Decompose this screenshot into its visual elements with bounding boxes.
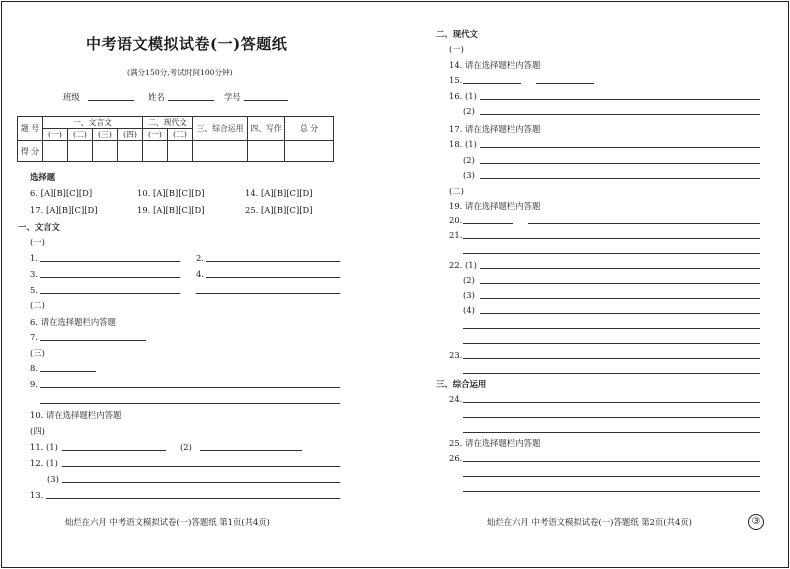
- left-footer: 灿烂在六月 中考语文模拟试卷(一)答题纸 第1页(共4页): [65, 517, 270, 527]
- q5-label: 5.: [30, 285, 38, 295]
- right-footer: 灿烂在六月 中考语文模拟试卷(一)答题纸 第2页(共4页): [487, 517, 692, 527]
- sub-modern-1: (一): [143, 129, 168, 141]
- q23-answer-line[interactable]: [463, 358, 760, 359]
- q24-answer-line[interactable]: [463, 402, 760, 403]
- sub-classical-4: (四): [118, 129, 143, 141]
- q21-label: 21.: [449, 230, 463, 240]
- q21-answer-line[interactable]: [463, 253, 760, 254]
- part-heading: (三): [30, 348, 45, 358]
- q15-answer-line[interactable]: [536, 83, 594, 84]
- id-label: 学号: [224, 92, 241, 102]
- q8-answer-line[interactable]: [40, 371, 96, 372]
- q22-sub-label: (2): [463, 275, 475, 285]
- q18-label: 18. (1): [449, 139, 477, 149]
- choice-item[interactable]: 25. [A][B][C][D]: [245, 205, 313, 215]
- q11-2-answer-line[interactable]: [200, 450, 302, 451]
- subtitle: (满分150分,考试时间100分钟): [127, 68, 233, 77]
- q18-sub-label: (3): [463, 170, 475, 180]
- q12-label: 12. (1): [30, 458, 58, 468]
- page-number-mark: ③: [748, 514, 764, 530]
- col-comprehensive: 三、综合运用: [193, 117, 248, 141]
- q22-sub-label: (4): [463, 305, 475, 315]
- q24-label: 24.: [449, 394, 463, 404]
- q11-label: 11. (1): [30, 442, 58, 452]
- score-cell[interactable]: [143, 141, 168, 162]
- q17-instruction: 17. 请在选择题栏内答题: [449, 124, 541, 134]
- q15-answer-line[interactable]: [463, 83, 521, 84]
- score-table: [17, 116, 334, 162]
- choice-heading: 选择题: [30, 172, 56, 182]
- q18-2-answer-line[interactable]: [480, 163, 760, 164]
- q13-answer-line[interactable]: [46, 498, 340, 499]
- name-label: 姓名: [148, 92, 165, 102]
- q20-answer-line[interactable]: [528, 223, 760, 224]
- q11-1-answer-line[interactable]: [62, 450, 166, 451]
- q7-answer-line[interactable]: [40, 340, 146, 341]
- q24-answer-line[interactable]: [463, 417, 760, 418]
- q22-4-answer-line[interactable]: [463, 343, 760, 344]
- id-field[interactable]: [244, 100, 288, 101]
- part-heading: (二): [449, 186, 464, 196]
- q22-1-answer-line[interactable]: [480, 268, 760, 269]
- q26-answer-line[interactable]: [463, 461, 760, 462]
- q18-sub-label: (2): [463, 155, 475, 165]
- section-comprehensive-heading: 三、综合运用: [436, 379, 487, 389]
- q1-label: 1.: [30, 253, 38, 263]
- q20-label: 20.: [449, 215, 463, 225]
- q16-label: 16. (1): [449, 91, 477, 101]
- section-modern-heading: 二、现代文: [436, 29, 478, 39]
- q14-instruction: 14. 请在选择题栏内答题: [449, 60, 541, 70]
- q12-3-answer-line[interactable]: [62, 482, 340, 483]
- score-cell[interactable]: [43, 141, 68, 162]
- group-modern: 二、现代文: [143, 117, 193, 129]
- q11-sub-label: (2): [180, 442, 192, 452]
- q4-label: 4.: [196, 269, 204, 279]
- col-total: 总 分: [285, 117, 334, 141]
- q9-answer-line[interactable]: [40, 387, 340, 388]
- q22-sub-label: (3): [463, 290, 475, 300]
- part-heading: (一): [449, 44, 464, 54]
- row-label-question: 题 号: [18, 117, 43, 141]
- q18-3-answer-line[interactable]: [480, 178, 760, 179]
- q1-answer-line[interactable]: [40, 261, 180, 262]
- q16-sub-label: (2): [463, 106, 475, 116]
- row-label-score: 得 分: [18, 141, 43, 162]
- score-cell[interactable]: [285, 141, 334, 162]
- q3-answer-line[interactable]: [40, 277, 180, 278]
- q20-answer-line[interactable]: [463, 223, 513, 224]
- q12-1-answer-line[interactable]: [62, 466, 340, 467]
- q4-answer-line[interactable]: [206, 277, 340, 278]
- sub-classical-2: (二): [68, 129, 93, 141]
- q26-answer-line[interactable]: [463, 491, 760, 492]
- q7-label: 7.: [30, 332, 38, 342]
- part-heading: (四): [30, 426, 45, 436]
- q16-1-answer-line[interactable]: [480, 99, 760, 100]
- section-classical-heading: 一、文言文: [18, 222, 60, 232]
- q26-answer-line[interactable]: [463, 476, 760, 477]
- q5-answer-line[interactable]: [40, 293, 180, 294]
- class-field[interactable]: [88, 100, 134, 101]
- q22-3-answer-line[interactable]: [480, 298, 760, 299]
- q5-answer-line[interactable]: [196, 293, 340, 294]
- score-cell[interactable]: [168, 141, 193, 162]
- q21-answer-line[interactable]: [463, 238, 760, 239]
- group-classical: 一、文言文: [43, 117, 143, 129]
- q22-label: 22. (1): [449, 260, 477, 270]
- q9-answer-line[interactable]: [40, 403, 340, 404]
- part-heading: (二): [30, 300, 45, 310]
- class-label: 班级: [63, 92, 80, 102]
- q22-4-answer-line[interactable]: [480, 313, 760, 314]
- q12-sub-label: (3): [47, 474, 59, 484]
- score-cell[interactable]: [248, 141, 285, 162]
- q6-instruction: 6. 请在选择题栏内答题: [30, 317, 117, 327]
- part-heading: (一): [30, 237, 45, 247]
- q16-2-answer-line[interactable]: [480, 114, 760, 115]
- col-writing: 四、写作: [248, 117, 285, 141]
- sub-classical-1: (一): [43, 129, 68, 141]
- q2-label: 2.: [196, 253, 204, 263]
- score-cell[interactable]: [93, 141, 118, 162]
- q8-label: 8.: [30, 363, 38, 373]
- q23-label: 23.: [449, 350, 463, 360]
- q2-answer-line[interactable]: [206, 261, 340, 262]
- choice-item[interactable]: 17. [A][B][C][D]: [30, 205, 98, 215]
- q19-instruction: 19. 请在选择题栏内答题: [449, 201, 541, 211]
- q13-label: 13.: [30, 490, 44, 500]
- q9-label: 9.: [30, 379, 38, 389]
- q23-answer-line[interactable]: [463, 373, 760, 374]
- q24-answer-line[interactable]: [463, 432, 760, 433]
- q25-instruction: 25. 请在选择题栏内答题: [449, 438, 541, 448]
- choice-item[interactable]: 14. [A][B][C][D]: [245, 188, 313, 198]
- q10-instruction: 10. 请在选择题栏内答题: [30, 410, 122, 420]
- choice-item[interactable]: 10. [A][B][C][D]: [137, 188, 205, 198]
- choice-item[interactable]: 6. [A][B][C][D]: [30, 188, 93, 198]
- q22-2-answer-line[interactable]: [480, 283, 760, 284]
- score-cell[interactable]: [118, 141, 143, 162]
- choice-item[interactable]: 19. [A][B][C][D]: [137, 205, 205, 215]
- q22-4-answer-line[interactable]: [463, 328, 760, 329]
- sub-classical-3: (三): [93, 129, 118, 141]
- q18-1-answer-line[interactable]: [480, 147, 760, 148]
- page-title: 中考语文模拟试卷(一)答题纸: [86, 35, 288, 53]
- sub-modern-2: (二): [168, 129, 193, 141]
- q26-label: 26.: [449, 453, 463, 463]
- score-cell[interactable]: [193, 141, 248, 162]
- name-field[interactable]: [168, 100, 214, 101]
- q15-label: 15.: [449, 75, 463, 85]
- score-cell[interactable]: [68, 141, 93, 162]
- q3-label: 3.: [30, 269, 38, 279]
